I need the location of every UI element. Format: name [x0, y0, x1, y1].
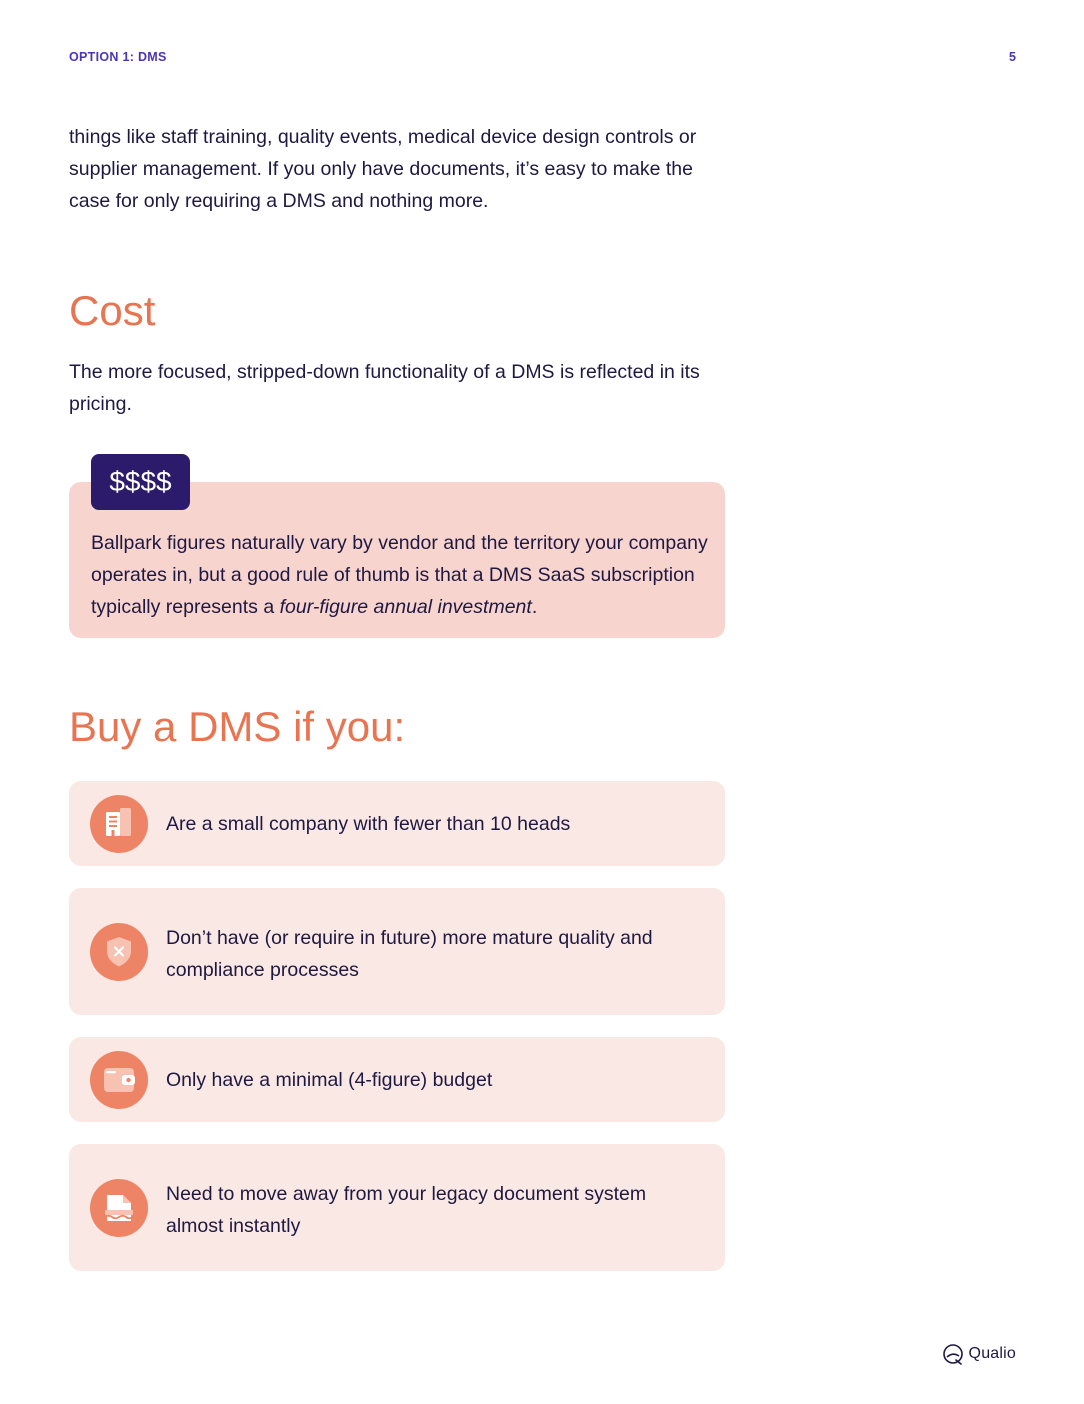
list-item-text: Are a small company with fewer than 10 heads [166, 813, 571, 835]
list-item-text: Need to move away from your legacy document system almost instantly [166, 1183, 647, 1237]
callout-text-before: Ballpark figures naturally vary by vendor and the territory your company operates in, but a good rule of thumb is that a DMS SaaS subscription typically represents a [91, 532, 708, 618]
callout-text-after: . [531, 596, 538, 618]
callout-text-emphasis: four-figure annual investment [279, 596, 532, 618]
footer-logo [942, 1341, 1016, 1367]
cost-heading: Cost [69, 287, 156, 334]
list-item [69, 1037, 725, 1122]
intro-paragraph: things like staff training, quality events, medical device design controls or supplier management. If you only have documents, it’s easy to make the case for only requiring a DMS and nothing more. [69, 126, 697, 212]
qualio-logo-icon [942, 1343, 964, 1365]
list-item [69, 888, 725, 1015]
document-icon [90, 1179, 148, 1237]
page-number: 5 [1009, 50, 1016, 64]
cost-badge: $$$$ [91, 454, 190, 510]
wallet-icon [90, 1051, 148, 1109]
list-item [69, 1144, 725, 1271]
page-header-section: OPTION 1: DMS [69, 50, 167, 64]
footer-logo-text: Qualio [968, 1345, 1016, 1362]
list-item [69, 781, 725, 866]
list-item-text: Don’t have (or require in future) more mature quality and compliance processes [166, 927, 653, 981]
cost-paragraph: The more focused, stripped-down functionality of a DMS is reflected in its pricing. [69, 361, 700, 415]
shield-x-icon [90, 923, 148, 981]
cost-callout-text [91, 527, 711, 623]
list-item-text: Only have a minimal (4-figure) budget [166, 1069, 493, 1091]
building-icon [90, 795, 148, 853]
buy-heading: Buy a DMS if you: [69, 703, 406, 750]
